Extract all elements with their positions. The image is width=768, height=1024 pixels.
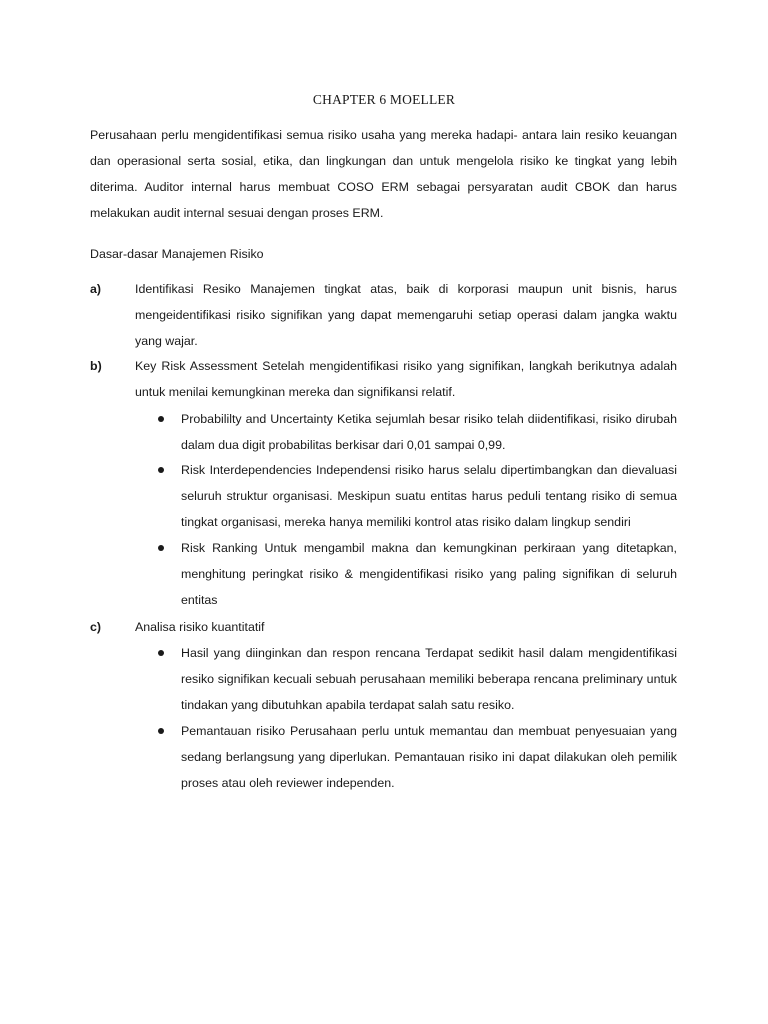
list-item-b-bullet-1: Probabililty and Uncertainty Ketika sejumlah besar risiko telah diidentifikasi, risiko dirubah dalam dua digit probabilitas berkisar dari 0,01 sampai 0,99. <box>181 412 677 452</box>
list-item-c-bullet-1: Hasil yang diinginkan dan respon rencana Terdapat sedikit hasil dalam mengidentifikasi resiko signifikan kecuali sebuah perusahaan memiliki beberapa rencana preliminary untuk tindakan yang dibutuhkan apabila terdapat salah satu resiko. <box>181 646 677 712</box>
list-item-c-text: Analisa risiko kuantitatif <box>135 620 265 634</box>
intro-paragraph: Perusahaan perlu mengidentifikasi semua risiko usaha yang mereka hadapi- antara lain resiko keuangan dan operasional serta sosial, etika, dan lingkungan dan untuk mengelola risiko ke tingkat yang lebih diterima. Auditor internal harus membuat COSO ERM sebagai persyaratan audit CBOK dan harus melakukan audit internal sesuai dengan proses ERM. <box>90 128 677 220</box>
bullet-icon <box>158 728 164 734</box>
list-item-b-bullet-2: Risk Interdependencies Independensi risiko harus selalu dipertimbangkan dan dievaluasi seluruh struktur organisasi. Meskipun suatu entitas harus peduli tentang risiko di semua tingkat organisasi, mereka hanya memiliki kontrol atas risiko dalam lingkup sendiri <box>181 463 677 529</box>
bullet-icon <box>158 467 164 473</box>
list-item-c-bullet-2: Pemantauan risiko Perusahaan perlu untuk memantau dan membuat penyesuaian yang sedang berlangsung yang diperlukan. Pemantauan risiko ini dapat dilakukan oleh pemilik proses atau oleh reviewer independen. <box>181 724 677 790</box>
list-item-b-text: Key Risk Assessment Setelah mengidentifikasi risiko yang signifikan, langkah berikutnya adalah untuk menilai kemungkinan mereka dan signifikansi relatif. <box>135 359 677 399</box>
list-item-b-bullet-3: Risk Ranking Untuk mengambil makna dan kemungkinan perkiraan yang ditetapkan, menghitung peringkat risiko & mengidentifikasi risiko yang paling signifikan di seluruh entitas <box>181 541 677 607</box>
list-marker-a: a) <box>90 282 102 296</box>
bullet-icon <box>158 416 164 422</box>
bullet-icon <box>158 545 164 551</box>
bullet-icon <box>158 650 164 656</box>
list-marker-c: c) <box>90 620 102 634</box>
section-heading: Dasar-dasar Manajemen Risiko <box>90 247 264 261</box>
list-item-a-text: Identifikasi Resiko Manajemen tingkat atas, baik di korporasi maupun unit bisnis, harus mengeidentifikasi risiko signifikan yang dapat memengaruhi setiap operasi dalam jangka waktu yang wajar. <box>135 282 677 348</box>
list-marker-b: b) <box>90 359 102 373</box>
document-title: CHAPTER 6 MOELLER <box>312 92 456 107</box>
